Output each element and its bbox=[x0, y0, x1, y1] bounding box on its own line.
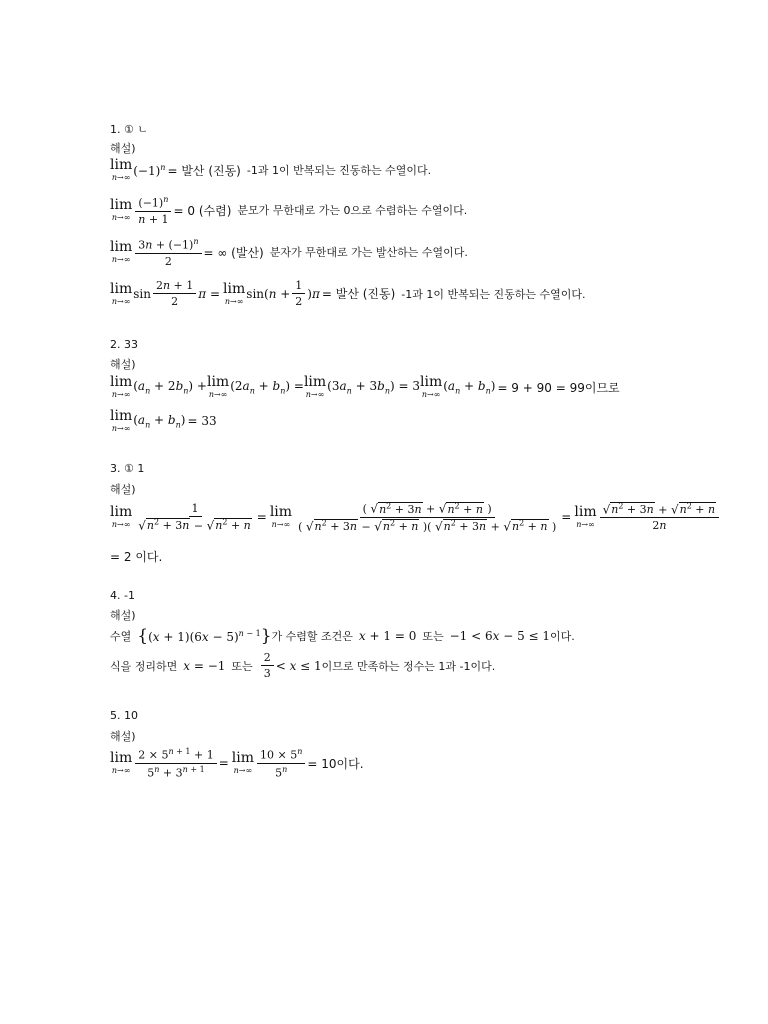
q5-answer: 5. 10 bbox=[110, 709, 138, 722]
q1-solution-label: 해설) bbox=[110, 142, 136, 155]
q4-line1-d: 이다. bbox=[550, 630, 575, 643]
q4-line1-b: 가 수렴할 조건은 bbox=[271, 630, 353, 643]
q1-line1-text: -1과 1이 반복되는 진동하는 수열이다. bbox=[246, 164, 432, 177]
q2-answer: 2. 33 bbox=[110, 338, 138, 351]
q4-line1-a: 수열 bbox=[110, 630, 132, 643]
q1-answer: 1. ① ㄴ bbox=[110, 123, 148, 136]
q2-line2: lim n→∞ $(a_n + b_n)$ = 33 bbox=[110, 408, 217, 433]
q1-line4-tag: = 발산 (진동) bbox=[321, 287, 396, 301]
q4-line2: 식을 정리하면 x = −1 또는 $\frac{2}{3}$ < x ≤ 1 이므로 만족하는 정수는 1과 -1이다. bbox=[110, 651, 496, 680]
q1-line2: lim n→∞ $\frac{(-1)^n}{n + 1}$ = 0 (수렴) 분모가 무한대로 가는 0으로 수렴하는 수열이다. bbox=[110, 195, 468, 226]
q1-line3-text: 분자가 무한대로 가는 발산하는 수열이다. bbox=[269, 246, 468, 260]
q4-solution-label: 해설) bbox=[110, 609, 136, 622]
q2-line2-tail: = 33 bbox=[187, 414, 217, 428]
q4-line2-a: 식을 정리하면 bbox=[110, 659, 178, 673]
q2-solution-label: 해설) bbox=[110, 358, 136, 371]
q4-answer: 4. -1 bbox=[110, 589, 135, 602]
q5-line1-tail: = 10이다. bbox=[307, 756, 364, 771]
q4-line1-c: 또는 bbox=[422, 630, 444, 643]
q5-solution-label: 해설) bbox=[110, 730, 136, 743]
q3-solution-label: 해설) bbox=[110, 483, 136, 496]
q1-line4-text: -1과 1이 반복되는 진동하는 수열이다. bbox=[401, 287, 586, 301]
q3-line2-text: = 2 이다. bbox=[110, 550, 163, 564]
q4-line2-c: 이므로 만족하는 정수는 1과 -1이다. bbox=[321, 659, 496, 673]
q4-line1: 수열 { $(x + 1)(6x - 5)^{n - 1}$ } 가 수렴할 조건은 x + 1 = 0 또는 −1 < 6x − 5 ≤ 1 이다. bbox=[110, 626, 575, 646]
q3-line1: lim n→∞ $\frac{1}{√n^2 + 3n - √n^2 + n}$ = lim n→∞ $\frac{( √n^2 + 3n + √n^2 + n )}{( √n^2 + 3n - √n^2 + n )( √n^2 + 3n + √n^2 + n )}$ = lim n→∞ $\frac{√n^2 + 3n + √n^2 + n}{2n}$ bbox=[110, 501, 721, 533]
q1-line3: lim n→∞ $\frac{3n + (-1)^n}{2}$ = ∞ (발산) 분자가 무한대로 가는 발산하는 수열이다. bbox=[110, 237, 468, 268]
q1-line2-tag: = 0 (수렴) bbox=[173, 203, 232, 218]
q3-answer: 3. ① 1 bbox=[110, 462, 145, 475]
q1-line4: lim n→∞ sin $\frac{2n + 1}{2}$ π = lim n→∞ sin(n + $\frac{1}{2}$ )π = 발산 (진동) -1과 1이 반복되는 진동하는 수열이다. bbox=[110, 279, 586, 308]
q1-line3-tag: = ∞ (발산) bbox=[203, 245, 264, 260]
q2-line1-tail: = 9 + 90 = 99이므로 bbox=[497, 380, 620, 395]
q1-line1: lim n→∞ $(-1)^n$ = 발산 (진동) -1과 1이 반복되는 진동하는 수열이다. bbox=[110, 157, 432, 182]
q1-line1-tag: = 발산 (진동) bbox=[167, 163, 241, 178]
q3-line2 bbox=[110, 548, 162, 565]
q2-line1: lim n→∞ $(a_n + 2b_n)$ + lim n→∞ $(2a_n + b_n)$ = lim n→∞ $(3a_n + 3b_n) = 3$ lim n→∞ $(a_n + b_n)$ = 9 + 90 = 99이므로 bbox=[110, 374, 620, 399]
q5-line1: lim n→∞ $\frac{2 \times 5^{n + 1} + 1}{5^n + 3^{n + 1}}$ = lim n→∞ $\frac{10 \times 5^n}{5^n}$ = 10이다. bbox=[110, 747, 364, 780]
q1-line2-text: 분모가 무한대로 가는 0으로 수렴하는 수열이다. bbox=[237, 204, 468, 218]
q4-line2-b: 또는 bbox=[231, 659, 253, 673]
